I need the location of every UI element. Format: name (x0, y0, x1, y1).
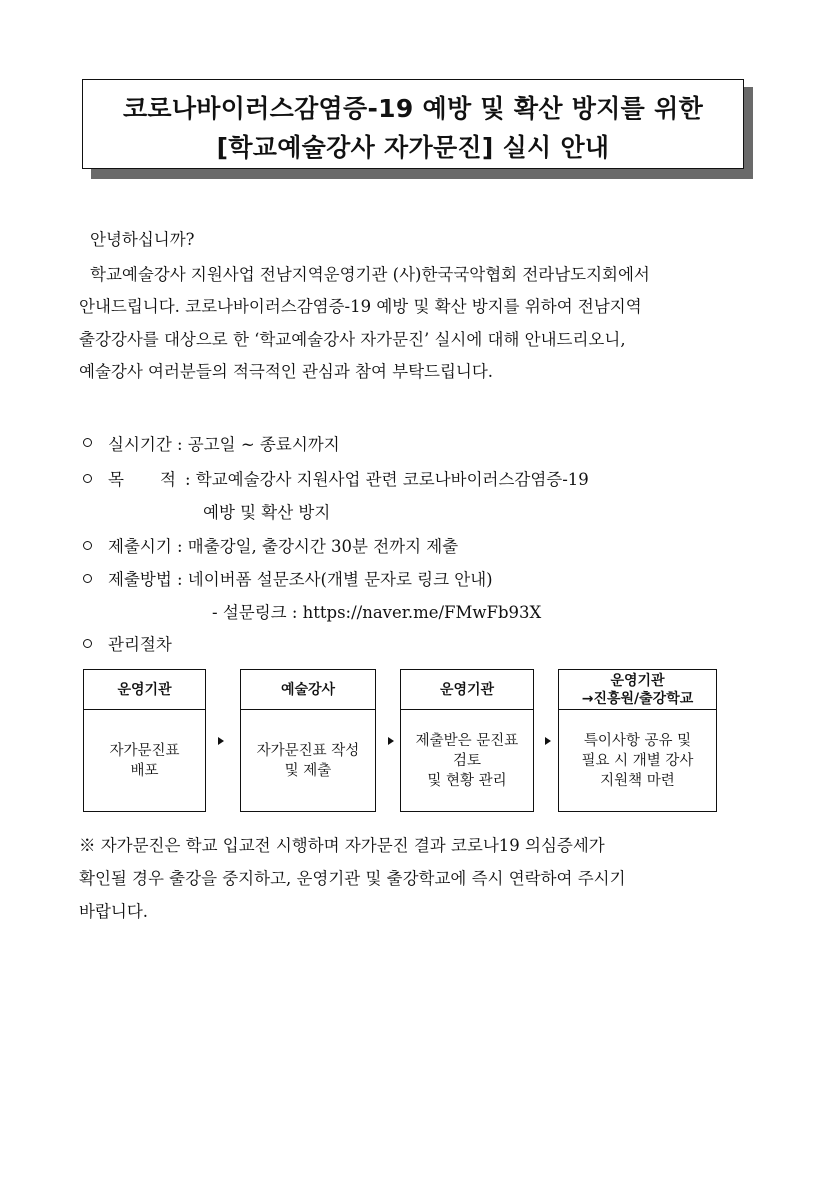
item-purpose-label-2: 적 (160, 470, 176, 489)
item-purpose-label: 목 (108, 470, 124, 489)
greeting: 안녕하십니까? (90, 230, 195, 249)
intro-line-3: 출강강사를 대상으로 한 ‘학교예술강사 자가문진’ 실시에 대해 안내드리오니, (79, 330, 626, 349)
flow-box-2 (240, 669, 376, 812)
bullet-icon (83, 541, 92, 550)
flow-box-4-body: 특이사항 공유 및 필요 시 개별 강사 지원책 마련 (581, 732, 694, 789)
survey-link[interactable]: - 설문링크 : https://naver.me/FMwFb93X (212, 603, 542, 622)
flow-box-1-body: 자가문진표 배포 (109, 742, 180, 779)
arrow-right-icon (388, 737, 394, 745)
item-method: 제출방법 : 네이버폼 설문조사(개별 문자로 링크 안내) (108, 570, 493, 589)
intro-line-4: 예술강사 여러분들의 적극적인 관심과 참여 부탁드립니다. (79, 362, 494, 381)
flow-box-4-head: 운영기관 →진흥원/출강학교 (559, 670, 716, 710)
flow-box-1-head: 운영기관 (84, 670, 205, 710)
flow-box-2-body: 자가문진표 작성 및 제출 (256, 742, 360, 779)
title-box (82, 79, 744, 169)
arrow-right-icon (218, 737, 224, 745)
note-line-3: 바랍니다. (79, 902, 149, 921)
item-procedure: 관리절차 (108, 635, 172, 654)
flow-box-2-head: 예술강사 (241, 670, 375, 710)
arrow-right-icon (545, 737, 551, 745)
flow-box-3-head: 운영기관 (401, 670, 533, 710)
intro-line-2: 안내드립니다. 코로나바이러스감염증-19 예방 및 확산 방지를 위하여 전남지역 (79, 297, 642, 316)
bullet-icon (83, 574, 92, 583)
note-line-2: 확인될 경우 출강을 중지하고, 운영기관 및 출강학교에 즉시 연락하여 주시기 (79, 869, 626, 888)
item-timing: 제출시기 : 매출강일, 출강시간 30분 전까지 제출 (108, 537, 459, 556)
flow-box-3 (400, 669, 534, 812)
flow-box-4 (558, 669, 717, 812)
flow-box-1 (83, 669, 206, 812)
flow-box-3-body: 제출받은 문진표 검토 및 현황 관리 (415, 732, 519, 789)
title-line-2: [학교예술강사 자가문진] 실시 안내 (216, 133, 610, 162)
item-period: 실시기간 : 공고일 ~ 종료시까지 (108, 435, 340, 454)
intro-line-1: 학교예술강사 지원사업 전남지역운영기관 (사)한국국악협회 전라남도지회에서 (90, 265, 650, 284)
item-purpose-line-1: : 학교예술강사 지원사업 관련 코로나바이러스감염증-19 (185, 470, 589, 489)
bullet-icon (83, 639, 92, 648)
bullet-icon (83, 438, 92, 447)
note-line-1: ※ 자가문진은 학교 입교전 시행하며 자가문진 결과 코로나19 의심증세가 (79, 836, 605, 855)
title-line-1: 코로나바이러스감염증-19 예방 및 확산 방지를 위한 (122, 94, 704, 123)
bullet-icon (83, 474, 92, 483)
item-purpose-line-2: 예방 및 확산 방지 (203, 503, 331, 522)
